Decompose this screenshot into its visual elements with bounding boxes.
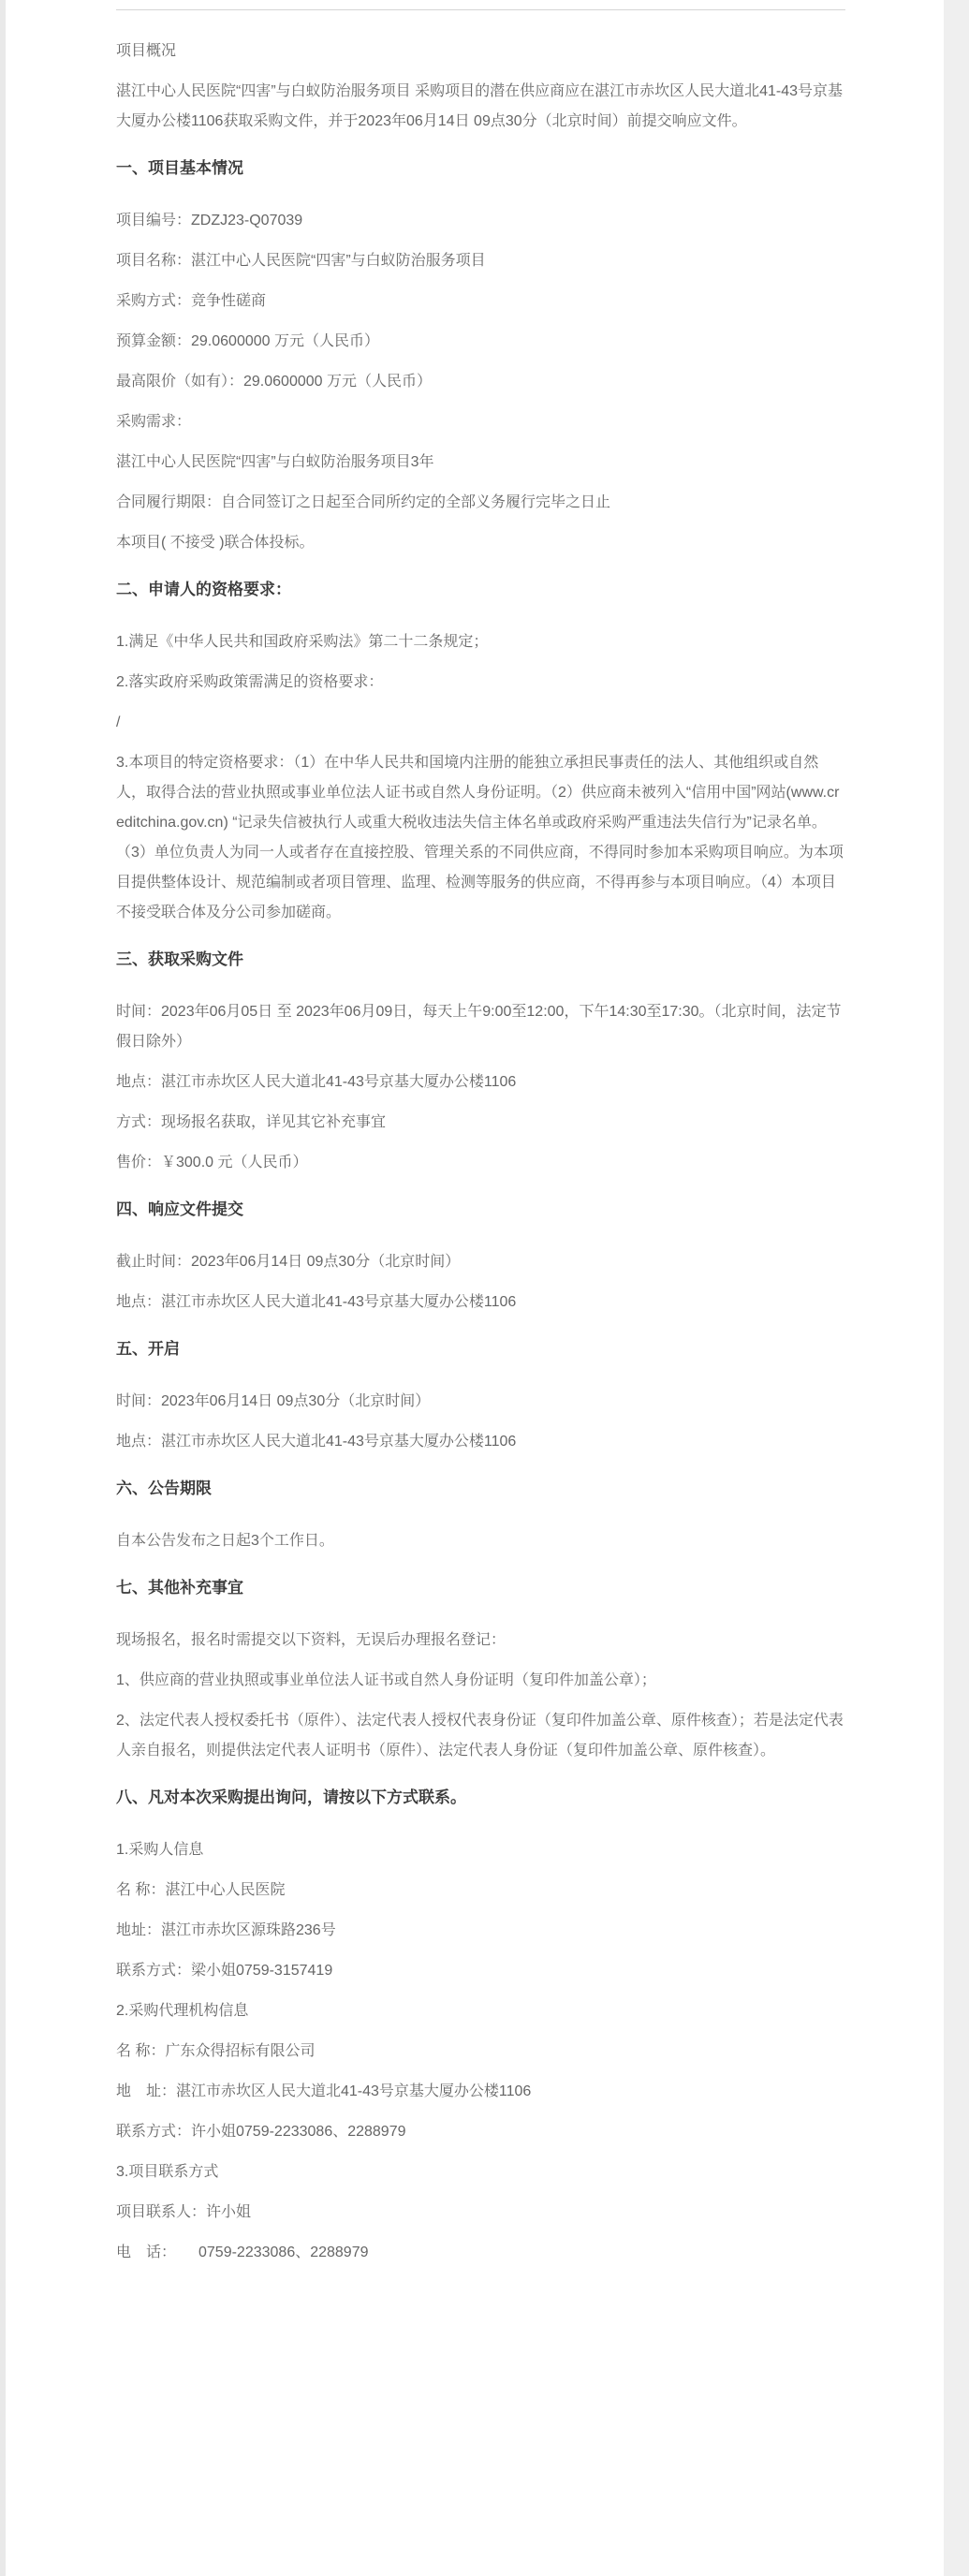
paragraph-obtain-location: 地点：湛江市赤坎区人民大道北41-43号京基大厦办公楼1106 <box>116 1074 517 1090</box>
paragraph-project-number: 项目编号：ZDZJ23-Q07039 <box>116 213 303 228</box>
paragraph-qualification-3: 3.本项目的特定资格要求：（1）在中华人民共和国境内注册的能独立承担民事责任的法人、其他组织或自然人，取得合法的营业执照或事业单位法人证书或自然人身份证明。（2）供应商未被列入“信用中国”网站(www.creditchina.gov.cn) “记录失信被执行人或重大税收违法失信主体名单或政府采购严重违法失信行为”记录名单。（3）单位负责人为同一人或者存在直接控股、管理关系的不同供应商，不得同时参加本采购项目响应。为本项目提供整体设计、规范编制或者项目管理、监理、检测等服务的供应商，不得再参与本项目响应。（4）本项目不接受联合体及分公司参加磋商。 <box>116 755 844 920</box>
paragraph-project-contact-person: 项目联系人：许小姐 <box>116 2204 252 2220</box>
top-divider <box>116 9 845 10</box>
right-page-edge <box>944 0 969 2576</box>
paragraph-procurement-demand: 湛江中心人民医院“四害”与白蚁防治服务项目3年 <box>116 454 434 470</box>
paragraph-onsite-registration: 现场报名，报名时需提交以下资料，无误后办理报名登记： <box>116 1632 507 1648</box>
overview-label: 项目概况 <box>116 43 177 59</box>
section-heading: 二、申请人的资格要求： <box>116 581 291 598</box>
section-heading: 五、开启 <box>116 1340 180 1358</box>
paragraph-purchaser-name: 名 称：湛江中心人民医院 <box>116 1882 286 1898</box>
paragraph-qualification-1: 1.满足《中华人民共和国政府采购法》第二十二条规定； <box>116 634 489 650</box>
paragraph-obtain-method: 方式：现场报名获取，详见其它补充事宜 <box>116 1114 387 1130</box>
paragraph-project-name: 项目名称：湛江中心人民医院“四害”与白蚁防治服务项目 <box>116 253 486 269</box>
paragraph-purchaser-info-label: 1.采购人信息 <box>116 1842 204 1858</box>
announcement-article <box>116 0 845 2278</box>
paragraph-opening-location: 地点：湛江市赤坎区人民大道北41-43号京基大厦办公楼1106 <box>116 1434 517 1450</box>
paragraph-procurement-demand-label: 采购需求： <box>116 414 192 430</box>
section-heading: 八、凡对本次采购提出询问，请按以下方式联系。 <box>116 1788 466 1806</box>
paragraph-opening-time: 时间：2023年06月14日 09点30分（北京时间） <box>116 1393 431 1409</box>
paragraph-obtain-time: 时间：2023年06月05日 至 2023年06月09日，每天上午9:00至12:00，下午14:30至17:30。（北京时间，法定节假日除外） <box>116 1004 842 1050</box>
paragraph-project-contact-label: 3.项目联系方式 <box>116 2164 219 2180</box>
overview-text: 湛江中心人民医院“四害”与白蚁防治服务项目 采购项目的潜在供应商应在湛江市赤坎区人民大道北41-43号京基大厦办公楼1106获取采购文件，并于2023年06月14日 09点30分（北京时间）前提交响应文件。 <box>116 83 844 129</box>
paragraph-purchaser-contact: 联系方式：梁小姐0759-3157419 <box>116 1963 333 1979</box>
paragraph-deadline: 截止时间：2023年06月14日 09点30分（北京时间） <box>116 1254 461 1270</box>
section-other-supplementary <box>116 1572 845 1766</box>
section-opening <box>116 1333 845 1457</box>
paragraph-agency-info-label: 2.采购代理机构信息 <box>116 2003 249 2019</box>
paragraph-supplementary-item-2: 2、法定代表人授权委托书（原件）、法定代表人授权代表身份证（复印件加盖公章、原件核查）；若是法定代表人亲自报名，则提供法定代表人证明书（原件）、法定代表人身份证（复印件加盖公章、原件核查）。 <box>116 1713 844 1759</box>
paragraph-submission-location: 地点：湛江市赤坎区人民大道北41-43号京基大厦办公楼1106 <box>116 1294 517 1310</box>
section-contact-info <box>116 1782 845 2268</box>
paragraph-consortium-bid: 本项目( 不接受 )联合体投标。 <box>116 535 315 551</box>
paragraph-project-contact-phone: 电 话： 0759-2233086、2288979 <box>116 2245 369 2260</box>
section-heading: 一、项目基本情况 <box>116 159 243 177</box>
section-heading: 四、响应文件提交 <box>116 1200 243 1218</box>
paragraph-max-price: 最高限价（如有）：29.0600000 万元（人民币） <box>116 374 432 390</box>
paragraph-slash-placeholder: / <box>116 714 121 730</box>
paragraph-agency-address: 地 址：湛江市赤坎区人民大道北41-43号京基大厦办公楼1106 <box>116 2083 532 2099</box>
paragraph-supplementary-item-1: 1、供应商的营业执照或事业单位法人证书或自然人身份证明（复印件加盖公章）； <box>116 1672 656 1688</box>
paragraph-announcement-period: 自本公告发布之日起3个工作日。 <box>116 1533 334 1549</box>
paragraph-contract-term: 合同履行期限：自合同签订之日起至合同所约定的全部义务履行完毕之日止 <box>116 494 611 510</box>
section-basic-info <box>116 153 845 558</box>
section-response-submission <box>116 1194 845 1317</box>
paragraph-budget-amount: 预算金额：29.0600000 万元（人民币） <box>116 333 379 349</box>
section-announcement-period <box>116 1473 845 1556</box>
paragraph-qualification-2: 2.落实政府采购政策需满足的资格要求： <box>116 674 384 690</box>
paragraph-procurement-method: 采购方式：竞争性磋商 <box>116 293 267 309</box>
paragraph-agency-contact: 联系方式：许小姐0759-2233086、2288979 <box>116 2124 406 2140</box>
paragraph-purchaser-address: 地址：湛江市赤坎区源珠路236号 <box>116 1922 336 1938</box>
section-obtain-documents <box>116 944 845 1178</box>
paragraph-agency-name: 名 称：广东众得招标有限公司 <box>116 2043 316 2059</box>
section-heading: 三、获取采购文件 <box>116 950 243 968</box>
paragraph-document-price: 售价：￥300.0 元（人民币） <box>116 1155 308 1170</box>
section-heading: 六、公告期限 <box>116 1479 212 1497</box>
section-heading: 七、其他补充事宜 <box>116 1579 243 1597</box>
left-page-edge <box>0 0 6 2576</box>
section-applicant-qualification <box>116 574 845 928</box>
